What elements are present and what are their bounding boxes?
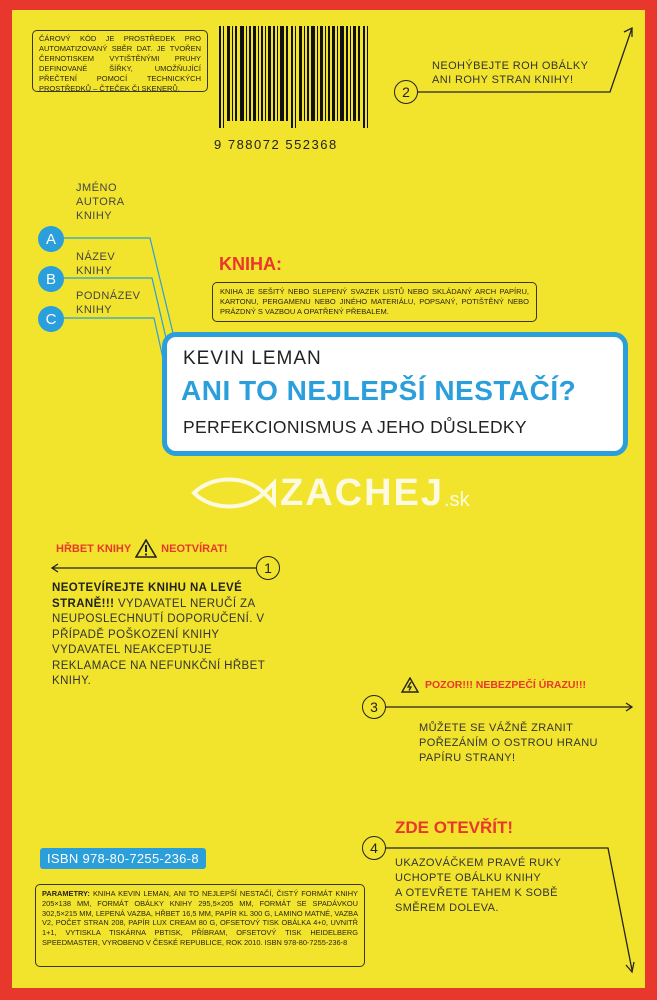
warning-icon — [135, 539, 157, 558]
kniha-definition-box — [212, 282, 537, 322]
step-1-heading-part2: NEOTVÍRAT! — [161, 542, 228, 555]
watermark — [190, 473, 470, 513]
kniha-heading: KNIHA: — [219, 254, 282, 274]
step-1-text — [52, 581, 274, 690]
parameters-label: PARAMETRY: — [42, 889, 90, 898]
watermark-suffix: .sk — [444, 489, 470, 511]
step-3-heading — [401, 677, 586, 693]
step-4-line2: UCHOPTE OBÁLKU KNIHY — [395, 872, 542, 884]
kniha-definition: KNIHA JE SEŠITÝ NEBO SLEPENÝ SVAZEK LISTŮ NEBO SKLÁDANÝ ARCH PAPÍRU, KARTONU, PERGAMENU NEBO JINÉHO MATERIÁLU, POPSANÝ, POTIŠTĚNÝ NEBO PRÁZDNÝ S VAZBOU A OPATŘENÝ PŘEBALEM. — [220, 287, 529, 316]
barcode-note-text: ČÁROVÝ KÓD JE PROSTŘEDEK PRO AUTOMATIZOVANÝ SBĚR DAT. JE TVOŘEN ČERNOTISKEM VYTIŠTĚNÝMI PRUHY DEFINOVANÉ ŠÍŘKY, UMOŽŇUJÍCÍ PŘEČTENÍ POMOCÍ TECHNICKÝCH PROSTŘEDKŮ – ČTEČEK ČI SKENERŮ. — [39, 34, 201, 93]
step-3-line3: PAPÍRU STRANY! — [419, 752, 516, 764]
step-3-heading-text: POZOR!!! NEBEZPEČÍ ÚRAZU!!! — [425, 679, 586, 691]
step-4-marker: 4 — [362, 836, 386, 860]
marker-b: B — [38, 266, 64, 292]
book-title: ANI TO NEJLEPŠÍ NESTAČÍ? — [181, 375, 577, 406]
label-subtitle-line1: PODNÁZEV — [76, 290, 141, 302]
label-title-line1: NÁZEV — [76, 251, 116, 263]
book-back-cover — [12, 10, 645, 988]
label-author-line1: JMÉNO — [76, 182, 117, 194]
step-2-line1: NEOHÝBEJTE ROH OBÁLKY — [432, 60, 589, 72]
barcode-number: 9 788072 552368 — [214, 137, 338, 152]
step-3-text — [419, 721, 598, 766]
step-3-line1: MŮŽETE SE VÁŽNĚ ZRANIT — [419, 722, 574, 734]
fish-icon — [190, 473, 276, 513]
title-box — [162, 332, 628, 456]
marker-a: A — [38, 226, 64, 252]
step-2-text — [432, 59, 588, 87]
book-author: KEVIN LEMAN — [183, 348, 322, 369]
isbn-badge: ISBN 978-80-7255-236-8 — [40, 848, 206, 869]
parameters-box — [35, 884, 365, 967]
watermark-text: ZACHEJ — [280, 472, 445, 514]
step-1-bold: NEOTEVÍREJTE KNIHU NA LEVÉ STRANĚ!!! — [52, 582, 243, 610]
label-author — [76, 181, 125, 223]
step-4-line1: UKAZOVÁČKEM PRAVÉ RUKY — [395, 857, 562, 869]
label-subtitle-line2: KNIHY — [76, 304, 113, 316]
book-subtitle: PERFEKCIONISMUS A JEHO DŮSLEDKY — [183, 417, 527, 437]
marker-c: C — [38, 306, 64, 332]
step-4-line3: A OTEVŘETE TAHEM K SOBĚ — [395, 887, 558, 899]
step-3-marker: 3 — [362, 695, 386, 719]
electric-warning-icon — [401, 677, 419, 693]
label-author-line2: AUTORA — [76, 196, 125, 208]
label-author-line3: KNIHY — [76, 210, 113, 222]
step-4-line4: SMĚREM DOLEVA. — [395, 902, 499, 914]
step-4-heading: ZDE OTEVŘÍT! — [395, 818, 514, 837]
step-2-marker: 2 — [394, 80, 418, 104]
label-subtitle — [76, 289, 141, 317]
label-title — [76, 250, 115, 278]
step-4-text — [395, 856, 561, 916]
step-1-heading — [56, 539, 228, 558]
step-1-marker: 1 — [256, 556, 280, 580]
label-title-line2: KNIHY — [76, 265, 113, 277]
step-1-heading-part1: HŘBET KNIHY — [56, 542, 132, 555]
step-3-line2: POŘEZÁNÍM O OSTROU HRANU — [419, 737, 598, 749]
step-2-line2: ANI ROHY STRAN KNIHY! — [432, 74, 574, 86]
parameters-text: KNIHA KEVIN LEMAN, ANI TO NEJLEPŠÍ NESTAČÍ, ČISTÝ FORMÁT KNIHY 205×138 MM, FORMÁT OBÁLKY KNIHY 295,5×205 MM, FORMÁT SE SPADÁVKOU 302,5×215 MM, LEPENÁ VAZBA, HŘBET 16,5 MM, PAPÍR KL 300 G, LAMINO MATNÉ, VAZBA V2, POČET STRAN 208, PAPÍR LUX CREAM 80 G, OFSETOVÝ TISK OBÁLKA 4+0, UVNITŘ 1+1, VYTISKLA TISKÁRNA PBTISK, PŘÍBRAM, OFSETOVÝ TISK HEIDELBERG SPEEDMASTER, VYROBENO V ČESKÉ REPUBLICE, ROK 2010. ISBN 978-80-7255-236-8 — [42, 889, 358, 947]
step-1-body: VYDAVATEL NERUČÍ ZA NEUPOSLECHNUTÍ DOPORUČENÍ. V PŘÍPADĚ POŠKOZENÍ KNIHY VYDAVATEL NEAKCEPTUJE REKLAMACE NA NEFUNKČNÍ HŘBET KNIHY. — [52, 597, 265, 687]
